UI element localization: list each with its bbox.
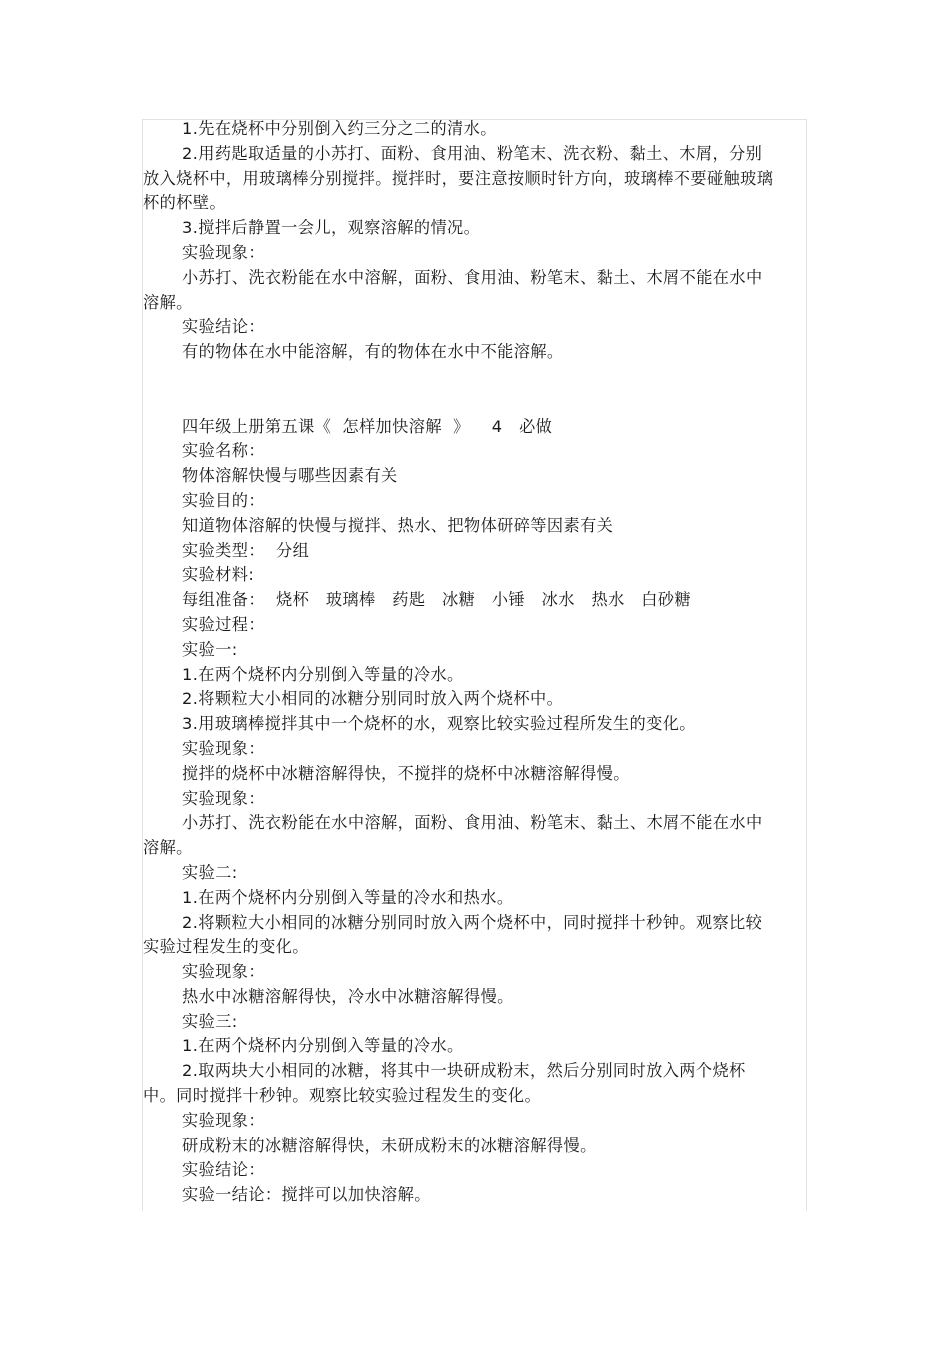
purpose-text: 知道物体溶解的快慢与搅拌、热水、把物体研碎等因素有关 bbox=[182, 515, 614, 535]
experiment-name-heading: 实验名称： bbox=[182, 441, 265, 461]
exp1-phenomenon-heading: 实验现象： bbox=[182, 738, 265, 758]
exp3-step-1: 1.在两个烧杯内分别倒入等量的冷水。 bbox=[182, 1036, 464, 1056]
section-dissolving-experiment bbox=[143, 117, 775, 365]
phenomenon-text: 小苏打、洗衣粉能在水中溶解，面粉、食用油、粉笔末、黏土、木屑不能在水中溶解。 bbox=[143, 267, 763, 312]
exp1-phenomenon-heading-2: 实验现象： bbox=[182, 788, 265, 808]
experiment-1-heading: 实验一: bbox=[182, 639, 238, 659]
experiment-2-heading: 实验二: bbox=[182, 862, 238, 882]
exp3-step-2: 2.取两块大小相同的冰糖，将其中一块研成粉末，然后分别同时放入两个烧杯中。同时搅拌十秒钟。观察比较实验过程发生的变化。 bbox=[143, 1061, 746, 1106]
lesson-title: 四年级上册第五课《 怎样加快溶解 》 4 必做 bbox=[182, 416, 553, 436]
exp1-step-1: 1.在两个烧杯内分别倒入等量的冷水。 bbox=[182, 664, 464, 684]
exp2-step-2: 2.将颗粒大小相同的冰糖分别同时放入两个烧杯中，同时搅拌十秒钟。观察比较实验过程发生的变化。 bbox=[143, 912, 763, 957]
process-heading: 实验过程： bbox=[182, 614, 265, 634]
step-1: 1.先在烧杯中分别倒入约三分之二的清水。 bbox=[182, 119, 497, 138]
materials-list: 每组准备： 烧杯 玻璃棒 药匙 冰糖 小锤 冰水 热水 白砂糖 bbox=[182, 590, 692, 610]
exp2-step-1: 1.在两个烧杯内分别倒入等量的冷水和热水。 bbox=[182, 887, 514, 907]
exp1-step-3: 3.用玻璃棒搅拌其中一个烧杯的水，观察比较实验过程所发生的变化。 bbox=[182, 714, 696, 734]
exp1-phenomenon-text: 搅拌的烧杯中冰糖溶解得快，不搅拌的烧杯中冰糖溶解得慢。 bbox=[182, 763, 630, 783]
exp1-phenomenon-text-2: 小苏打、洗衣粉能在水中溶解，面粉、食用油、粉笔末、黏土、木屑不能在水中溶解。 bbox=[143, 813, 763, 858]
final-conclusion-heading: 实验结论： bbox=[182, 1160, 265, 1180]
section-spacer bbox=[143, 365, 775, 415]
step-2: 2.用药匙取适量的小苏打、面粉、食用油、粉笔末、洗衣粉、黏土、木屑，分别放入烧杯中，用玻璃棒分别搅拌。搅拌时，要注意按顺时针方向，玻璃棒不要碰触玻璃杯的杯壁。 bbox=[143, 143, 774, 213]
exp3-phenomenon-heading: 实验现象： bbox=[182, 1110, 265, 1130]
materials-heading: 实验材料: bbox=[182, 565, 255, 585]
section-speed-up-dissolving bbox=[143, 415, 775, 1209]
step-3: 3.搅拌后静置一会儿，观察溶解的情况。 bbox=[182, 218, 481, 238]
conclusion-text: 有的物体在水中能溶解，有的物体在水中不能溶解。 bbox=[182, 342, 564, 362]
exp1-conclusion-text: 实验一结论：搅拌可以加快溶解。 bbox=[182, 1185, 431, 1205]
exp2-phenomenon-text: 热水中冰糖溶解得快，冷水中冰糖溶解得慢。 bbox=[182, 986, 514, 1006]
phenomenon-heading: 实验现象： bbox=[182, 242, 265, 262]
exp3-phenomenon-text: 研成粉末的冰糖溶解得快，未研成粉末的冰糖溶解得慢。 bbox=[182, 1135, 597, 1155]
exp2-phenomenon-heading: 实验现象： bbox=[182, 962, 265, 982]
experiment-name-text: 物体溶解快慢与哪些因素有关 bbox=[182, 466, 398, 486]
experiment-type: 实验类型： 分组 bbox=[182, 540, 310, 560]
exp1-step-2: 2.将颗粒大小相同的冰糖分别同时放入两个烧杯中。 bbox=[182, 689, 564, 709]
conclusion-heading: 实验结论： bbox=[182, 317, 265, 337]
experiment-3-heading: 实验三: bbox=[182, 1011, 238, 1031]
purpose-heading: 实验目的： bbox=[182, 490, 265, 510]
document-body bbox=[143, 117, 775, 1208]
